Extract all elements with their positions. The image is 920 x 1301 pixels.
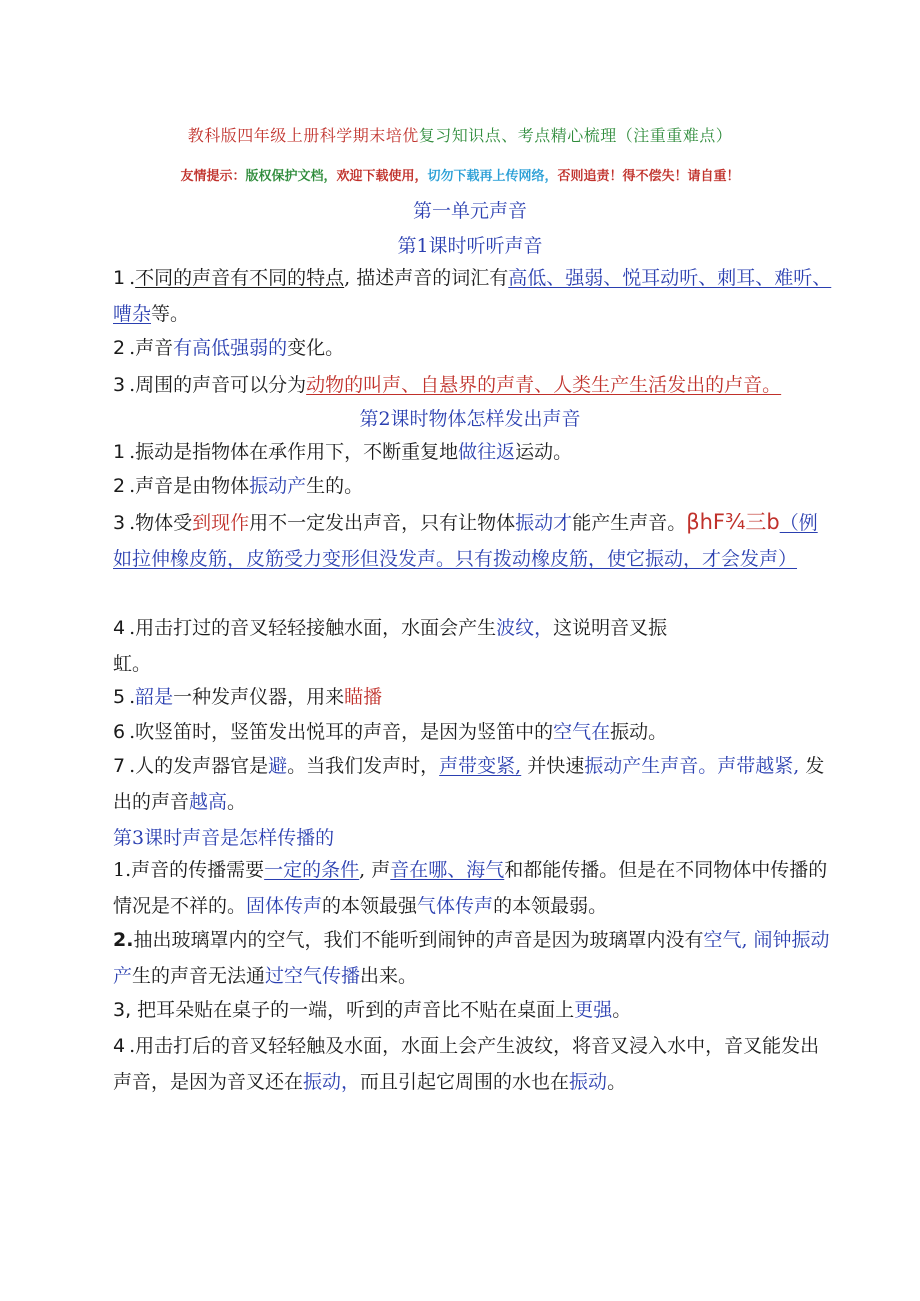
item-text: 。 [612,999,632,1021]
item-text: .用击打过的音叉轻轻接触水面，水面会产生 [129,617,497,639]
list-item [113,434,833,470]
item-number: 1 [113,441,126,463]
item-text: 等。 [151,303,190,325]
item-number: 3, [113,999,132,1021]
item-number: 4 [113,1035,126,1057]
document-title [0,123,920,146]
title-segment: 复习知识点、考点精心梳理（注重重难点） [418,126,733,145]
item-text: 过空气传播 [265,965,361,987]
item-text: 波纹， [496,617,554,639]
item-text: .人的发声器官是 [129,755,269,777]
list-item [113,260,833,332]
list-item [113,992,833,1028]
item-text: 并快速 [521,755,585,777]
item-number: 3 [113,374,126,396]
list-item [113,367,833,403]
list-item [113,1028,833,1100]
item-text: 声音的传播需要 [131,859,265,881]
list-item [113,679,833,715]
tip-segment: 否则追责！得不偿失！请自重！ [557,169,740,184]
item-number: 6 [113,721,126,743]
list-item [113,748,833,820]
copyright-tip [0,165,920,184]
tip-segment: 友情提示： [180,169,246,184]
item-text: 动物的叫声、自悬界的声青、人类生产生活发出的卢音。 [306,374,782,396]
item-text: .声音是由物体 [129,475,250,497]
item-text: .声音 [129,337,174,359]
list-item [113,922,833,994]
item-text: 音在哪、海气 [390,859,505,881]
item-text: 这说明音叉振 [553,617,668,639]
item-text: 一定的条件 [264,859,360,881]
item-text: 振动， [303,1071,361,1093]
item-text: .用击打后的音叉轻轻触及水面，水面上会产生波纹，将音叉浸入水中，音叉能发出声音，是因为音叉还在 [113,1035,820,1093]
lesson-heading: 第3课时声音是怎样传播的 [113,827,335,849]
item-text: 做往返 [458,441,516,463]
item-text: 瞄播 [344,686,383,708]
item-text: 振动。 [610,721,668,743]
item-text: . [129,267,136,289]
item-text: 出来。 [360,965,418,987]
item-text: 空气, 闹钟振动产 [113,929,830,987]
item-number: 2. [113,929,134,951]
item-number: 5 [113,686,126,708]
item-text: , 描述声音的词汇有 [344,267,509,289]
item-text: 能产生声音。 [572,512,687,534]
item-text: .物体受 [129,512,193,534]
tip-segment: 切勿下载再上传网络， [427,169,558,184]
title-segment: 教科版四年级上册 [187,126,320,145]
item-text: 的本领最强 [322,895,418,917]
item-number: 2 [113,337,126,359]
item-text: 。 [607,1071,627,1093]
list-item [113,610,833,682]
item-text: 一种发声仪器，用来 [173,686,345,708]
lesson-heading: 第2课时物体怎样发出声音 [359,408,581,430]
item-text: 的本领最弱。 [493,895,608,917]
item-text: 发出的声音 [113,755,825,813]
item-text: 把耳朵贴在桌子的一端，听到的声音比不贴在桌面上 [131,999,575,1021]
lesson-heading: 第1课时听听声音 [397,235,543,257]
item-text: 不同的声音有不同的特点 [135,267,345,289]
item-text: 更强 [574,999,613,1021]
item-text: .振动是指物体在承作用下，不断重复地 [129,441,459,463]
item-text: , 声 [359,859,391,881]
item-text: .周围的声音可以分为 [129,374,307,396]
item-text: 和都能传播。但是在不同物体中传播的情况是不祥的。 [113,859,828,917]
item-text: 有高低强弱的 [173,337,288,359]
item-number: 2 [113,475,126,497]
item-text: 振动才 [515,512,573,534]
item-text: 空气在 [553,721,611,743]
unit-heading: 第一单元声音 [412,200,527,222]
item-text: 虹。 [113,653,152,675]
item-text: 生的声音无法通 [132,965,266,987]
item-text: .吹竖笛时，竖笛发出悦耳的声音，是因为竖笛中的 [129,721,554,743]
item-text: 变化。 [287,337,345,359]
item-text: 振动产生声音。声带越紧, [584,755,800,777]
item-text: 固体传声 [246,895,323,917]
item-number: 1 [113,267,126,289]
item-number: 1. [113,859,132,881]
item-text: 韶是 [135,686,174,708]
item-text: 避 [268,755,288,777]
item-text: （例如拉伸橡皮筋，皮筋受力变形但没发声。只有拨动橡皮筋，使它振动，才会发声） [113,512,818,570]
list-item [113,714,833,750]
item-text: 用不一定发出声音，只有让物体 [249,512,516,534]
item-number: 7 [113,755,126,777]
item-text: 。当我们发声时， [287,755,440,777]
item-text: 抽出玻璃罩内的空气，我们不能听到闹钟的声音是因为玻璃罩内没有 [133,929,704,951]
item-text: 到现作 [192,512,250,534]
item-text: 高低、强弱、悦耳动听、刺耳、难听、嘈杂 [113,267,832,325]
item-text: 声带变紧, [439,755,522,777]
list-item [113,330,833,366]
item-text: 生的。 [306,475,364,497]
list-item [113,468,833,504]
tip-segment: 欢迎下载使用， [336,169,428,184]
item-text: 振动 [569,1071,608,1093]
item-text: 振动产 [249,475,307,497]
list-item [113,504,833,577]
item-number: 3 [113,512,126,534]
item-text: βhF¾三b [686,510,780,534]
item-text: 。 [227,791,247,813]
list-item [113,852,833,924]
item-text: 越高 [189,791,228,813]
tip-segment: 版权保护文档， [245,169,337,184]
item-text: 而且引起它周围的水也在 [360,1071,570,1093]
title-segment: 科学期末培优 [319,126,419,145]
item-text: . [129,686,136,708]
item-number: 4 [113,617,126,639]
item-text: 气体传声 [417,895,494,917]
item-text: 运动。 [515,441,573,463]
